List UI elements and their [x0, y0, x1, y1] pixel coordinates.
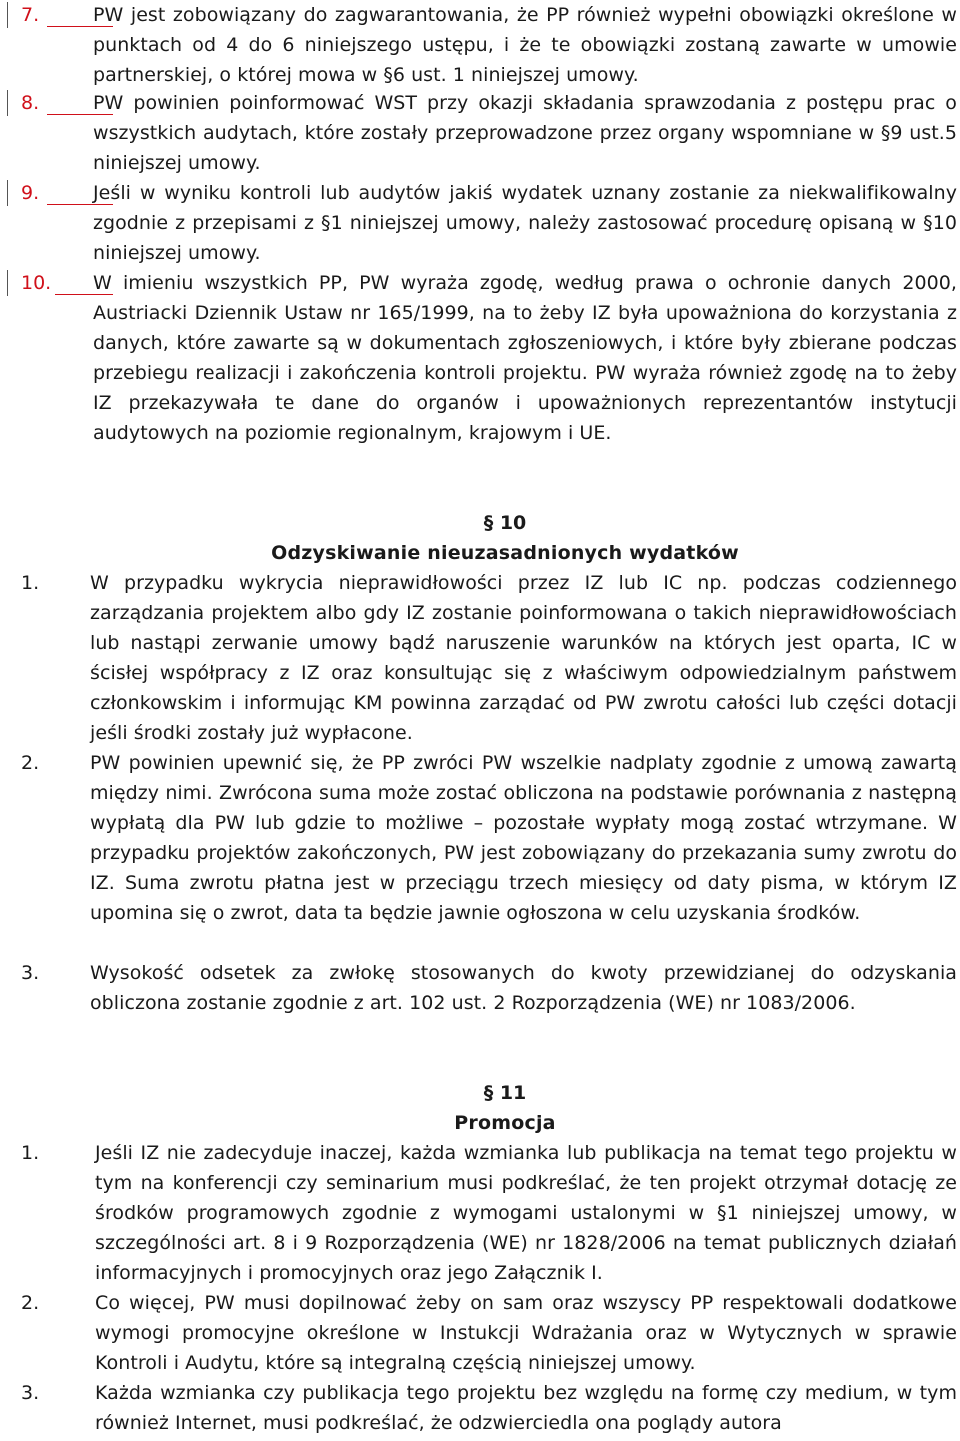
item-number: 2.: [21, 752, 40, 774]
item-text: W przypadku wykrycia nieprawidłowości przez IZ lub IC np. podczas codziennego zarządzania projektem albo gdy IZ zostanie poinformowana o takich nieprawidłowościach lub nastąpi zerwanie umowy bądź naruszenie warunków na których jest oparta, IC w ścisłej współpracy z IZ oraz konsultując się z właściwym odpowiedzialnym państwem członkowskim i informując KM powinna zarządać od PW zwrotu całości lub części dotacji jeśli środki zostały już wypłacone.: [90, 572, 957, 744]
item-number: 10.: [21, 268, 51, 298]
section-sign: § 10: [483, 512, 527, 534]
section-title: Promocja: [454, 1112, 556, 1134]
item-text: Co więcej, PW musi dopilnować żeby on sam oraz wszyscy PP respektowali dodatkowe wymogi promocyjne określone w Instukcji Wdrażania oraz w Wytycznych w sprawie Kontroli i Audytu, które są integralną częścią niniejszej umowy.: [95, 1292, 957, 1374]
item-text: PW jest zobowiązany do zagwarantowania, że PP również wypełni obowiązki określone w punktach od 4 do 6 niniejszego ustępu, i że te obowiązki zostaną zawarte w umowie partnerskiej, o której mowa w §6 ust. 1 niniejszej umowy.: [93, 4, 957, 86]
item-text: Każda wzmianka czy publikacja tego projektu bez względu na formę czy medium, w tym również Internet, musi podkreślać, że odzwierciedla ona poglądy autora: [95, 1382, 957, 1434]
change-bar: [7, 90, 8, 116]
item-text: Wysokość odsetek za zwłokę stosowanych do kwoty przewidzianej do odzyskania obliczona zostanie zgodnie z art. 102 ust. 2 Rozporządzenia (WE) nr 1083/2006.: [90, 962, 957, 1014]
change-bar: [7, 180, 8, 206]
item-text: Jeśli w wyniku kontroli lub audytów jakiś wydatek uznany zostanie za niekwalifikowalny zgodnie z przepisami z §1 niniejszej umowy, należy zastosować procedurę opisaną w §10 niniejszej umowy.: [93, 182, 957, 264]
section-title: Odzyskiwanie nieuzasadnionych wydatków: [271, 542, 739, 564]
item-number: 3.: [21, 962, 40, 984]
item-number: 8.: [21, 88, 39, 118]
item-number: 1.: [21, 1142, 40, 1164]
item-number: 3.: [21, 1382, 40, 1404]
item-text: W imieniu wszystkich PP, PW wyraża zgodę, według prawa o ochronie danych 2000, Austriacki Dziennik Ustaw nr 165/1999, na to żeby IZ była upoważniona do korzystania z danych, które zawarte są w dokumentach zgłoszeniowych, i które były zbierane podczas przebiegu realizacji i zakończenia kontroli projektu. PW wyraża również zgodę na to żeby IZ przekazywała te dane do organów i upoważnionych reprezentantów instytucji audytowych na poziomie regionalnym, krajowym i UE.: [93, 272, 957, 444]
item-text: PW powinien poinformować WST przy okazji składania sprawzodania z postępu prac o wszystkich audytach, które zostały przeprowadzone przez organy wspomniane w §9 ust.5 niniejszej umowy.: [93, 92, 957, 174]
item-number: 7.: [21, 0, 39, 30]
item-number: 9.: [21, 178, 39, 208]
item-number: 1.: [21, 572, 40, 594]
change-bar: [7, 270, 8, 296]
item-number: 2.: [21, 1292, 40, 1314]
item-text: Jeśli IZ nie zadecyduje inaczej, każda wzmianka lub publikacja na temat tego projektu w tym na konferencji czy seminarium musi podkreślać, że ten projekt otrzymał dotację ze środków programowych zgodnie z wymogami ustalonymi w §1 niniejszej umowy, w szczególności art. 8 i 9 Rozporządzenia (WE) nr 1828/2006 na temat publicznych działań informacyjnych i promocyjnych oraz jego Załącznik I.: [95, 1142, 957, 1284]
section-sign: § 11: [483, 1082, 527, 1104]
change-bar: [7, 2, 8, 28]
item-text: PW powinien upewnić się, że PP zwróci PW wszelkie nadplaty zgodnie z umową zawartą między nimi. Zwrócona suma może zostać obliczona na podstawie porównania z następną wypłatą dla PW lub gdzie to możliwe – pozostałe wypłaty mogą zostać wtrzymane. W przypadku projektów zakończonych, PW jest zobowiązany do przekazania sumy zwrotu do IZ. Suma zwrotu płatna jest w przeciągu trzech miesięcy od daty pisma, w którym IZ upomina się o zwrot, data ta będzie jawnie ogłoszona w celu uzyskania środków.: [90, 752, 957, 924]
